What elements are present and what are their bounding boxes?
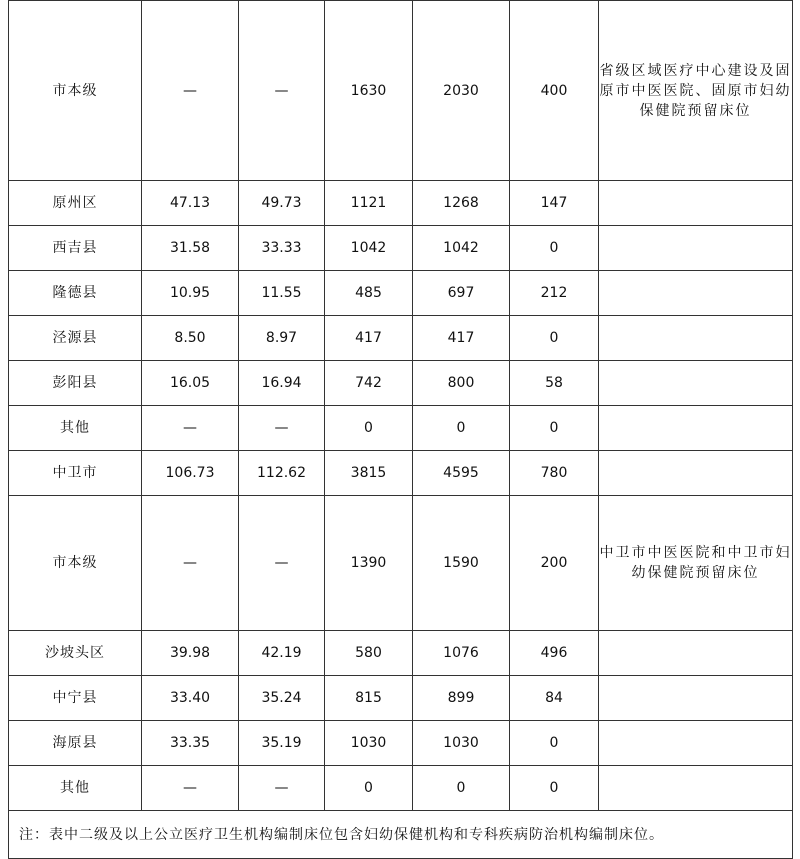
- region-cell: 海原县: [9, 721, 142, 766]
- value-cell: —: [142, 1, 239, 181]
- value-cell: 417: [413, 316, 510, 361]
- table-row: [9, 676, 793, 721]
- note-cell: [599, 271, 793, 316]
- table-row: [9, 316, 793, 361]
- value-cell: 4595: [413, 451, 510, 496]
- value-cell: —: [142, 766, 239, 811]
- value-cell: 16.05: [142, 361, 239, 406]
- value-cell: 0: [510, 406, 599, 451]
- value-cell: 35.19: [239, 721, 325, 766]
- value-cell: 35.24: [239, 676, 325, 721]
- value-cell: 400: [510, 1, 599, 181]
- value-cell: 39.98: [142, 631, 239, 676]
- table-row: [9, 451, 793, 496]
- region-cell: 沙坡头区: [9, 631, 142, 676]
- value-cell: 417: [325, 316, 413, 361]
- value-cell: 780: [510, 451, 599, 496]
- value-cell: 8.50: [142, 316, 239, 361]
- value-cell: 1590: [413, 496, 510, 631]
- value-cell: 47.13: [142, 181, 239, 226]
- value-cell: —: [239, 1, 325, 181]
- region-cell: 中卫市: [9, 451, 142, 496]
- value-cell: 33.33: [239, 226, 325, 271]
- value-cell: —: [239, 766, 325, 811]
- value-cell: 496: [510, 631, 599, 676]
- note-cell: [599, 316, 793, 361]
- note-cell: 中卫市中医医院和中卫市妇幼保健院预留床位: [599, 496, 793, 631]
- table-row: [9, 361, 793, 406]
- value-cell: 200: [510, 496, 599, 631]
- value-cell: 1042: [325, 226, 413, 271]
- table-row: [9, 226, 793, 271]
- value-cell: 31.58: [142, 226, 239, 271]
- region-cell: 其他: [9, 406, 142, 451]
- note-cell: [599, 226, 793, 271]
- note-cell: [599, 181, 793, 226]
- value-cell: 0: [510, 721, 599, 766]
- note-cell: [599, 721, 793, 766]
- value-cell: 8.97: [239, 316, 325, 361]
- table-footnote: 注：表中二级及以上公立医疗卫生机构编制床位包含妇幼保健机构和专科疾病防治机构编制床位。: [9, 811, 793, 859]
- note-cell: [599, 631, 793, 676]
- value-cell: 1042: [413, 226, 510, 271]
- region-cell: 彭阳县: [9, 361, 142, 406]
- value-cell: —: [142, 496, 239, 631]
- bed-allocation-table: [8, 0, 793, 859]
- value-cell: 815: [325, 676, 413, 721]
- table-row: [9, 631, 793, 676]
- value-cell: 58: [510, 361, 599, 406]
- value-cell: 580: [325, 631, 413, 676]
- value-cell: 0: [325, 406, 413, 451]
- note-cell: [599, 676, 793, 721]
- value-cell: 1268: [413, 181, 510, 226]
- table-row: [9, 271, 793, 316]
- value-cell: 0: [510, 226, 599, 271]
- value-cell: 49.73: [239, 181, 325, 226]
- value-cell: 0: [510, 316, 599, 361]
- note-cell: [599, 361, 793, 406]
- value-cell: 112.62: [239, 451, 325, 496]
- table-row: [9, 1, 793, 181]
- value-cell: 0: [413, 766, 510, 811]
- value-cell: 1630: [325, 1, 413, 181]
- value-cell: —: [142, 406, 239, 451]
- region-cell: 西吉县: [9, 226, 142, 271]
- table-row: [9, 766, 793, 811]
- value-cell: 485: [325, 271, 413, 316]
- value-cell: 742: [325, 361, 413, 406]
- table-row: [9, 181, 793, 226]
- value-cell: 2030: [413, 1, 510, 181]
- value-cell: 0: [413, 406, 510, 451]
- value-cell: 697: [413, 271, 510, 316]
- footnote-row: [9, 811, 793, 859]
- value-cell: 212: [510, 271, 599, 316]
- value-cell: 1030: [325, 721, 413, 766]
- table-row: [9, 406, 793, 451]
- region-cell: 泾源县: [9, 316, 142, 361]
- value-cell: 84: [510, 676, 599, 721]
- note-cell: [599, 766, 793, 811]
- note-cell: [599, 406, 793, 451]
- value-cell: 147: [510, 181, 599, 226]
- value-cell: 11.55: [239, 271, 325, 316]
- region-cell: 中宁县: [9, 676, 142, 721]
- value-cell: 0: [325, 766, 413, 811]
- value-cell: 42.19: [239, 631, 325, 676]
- value-cell: —: [239, 406, 325, 451]
- note-cell: 省级区域医疗中心建设及固原市中医医院、固原市妇幼保健院预留床位: [599, 1, 793, 181]
- table-row: [9, 496, 793, 631]
- region-cell: 其他: [9, 766, 142, 811]
- value-cell: 3815: [325, 451, 413, 496]
- region-cell: 原州区: [9, 181, 142, 226]
- region-cell: 市本级: [9, 496, 142, 631]
- value-cell: 800: [413, 361, 510, 406]
- value-cell: 16.94: [239, 361, 325, 406]
- value-cell: 10.95: [142, 271, 239, 316]
- value-cell: —: [239, 496, 325, 631]
- note-cell: [599, 451, 793, 496]
- region-cell: 市本级: [9, 1, 142, 181]
- value-cell: 1076: [413, 631, 510, 676]
- value-cell: 33.40: [142, 676, 239, 721]
- table-row: [9, 721, 793, 766]
- value-cell: 1390: [325, 496, 413, 631]
- value-cell: 106.73: [142, 451, 239, 496]
- value-cell: 899: [413, 676, 510, 721]
- region-cell: 隆德县: [9, 271, 142, 316]
- value-cell: 1030: [413, 721, 510, 766]
- value-cell: 33.35: [142, 721, 239, 766]
- value-cell: 1121: [325, 181, 413, 226]
- value-cell: 0: [510, 766, 599, 811]
